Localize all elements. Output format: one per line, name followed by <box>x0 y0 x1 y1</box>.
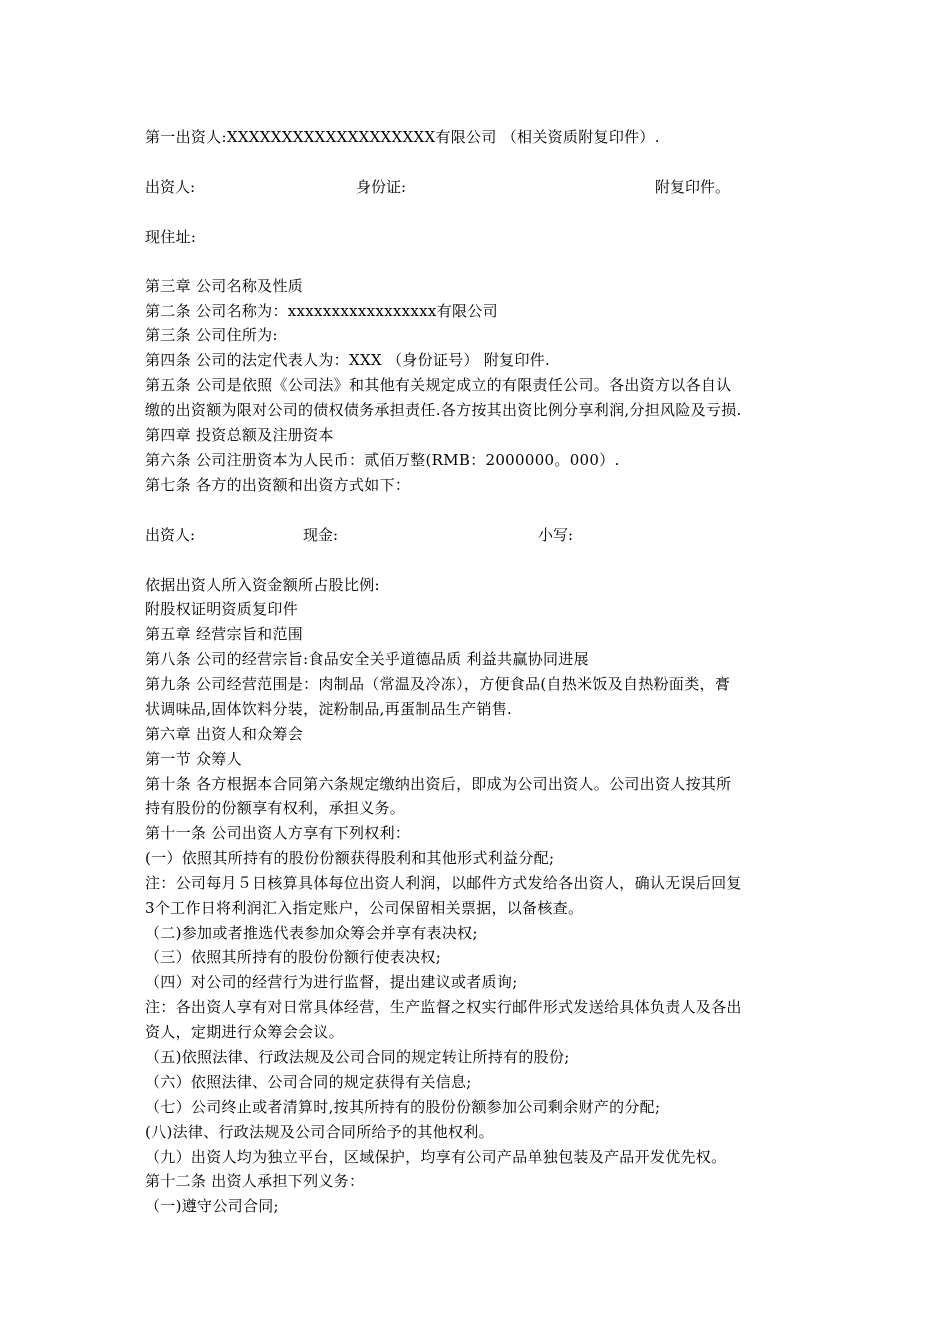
article-five-line-1: 第五条 公司是依照《公司法》和其他有关规定成立的有限责任公司。各出资方以各自认 <box>145 376 732 394</box>
article-three-line: 第三条 公司住所为: <box>145 326 278 344</box>
chapter-four-heading: 第四章 投资总额及注册资本 <box>145 426 334 444</box>
article-ten-line-1: 第十条 各方根据本合同第六条规定缴纳出资后，即成为公司出资人。公司出资人按其所 <box>145 775 732 793</box>
article-eight-line: 第八条 公司的经营宗旨:食品安全关乎道德品质 利益共赢协同进展 <box>145 650 589 668</box>
right-six-line: （六）依照法律、公司合同的规定获得有关信息; <box>145 1073 472 1091</box>
equity-proof-line: 附股权证明资质复印件 <box>145 600 299 618</box>
current-address-line: 现住址: <box>145 228 197 246</box>
attach-copy-label: 附复印件。 <box>655 178 731 196</box>
article-five-line-2: 缴的出资额为限对公司的债权债务承担责任.各方按其出资比例分享利润,分担风险及亏损. <box>145 401 742 419</box>
article-ten-line-2: 持有股份的份额享有权利，承担义务。 <box>145 799 406 817</box>
right-two-line: （二)参加或者推选代表参加众筹会并享有表决权; <box>145 924 478 942</box>
right-nine-line: （九）出资人均为独立平台，区域保护，均享有公司产品单独包装及产品开发优先权。 <box>145 1148 727 1166</box>
article-nine-line-1: 第九条 公司经营范围是：肉制品（常温及冷冻），方便食品(自热米饭及自热粉面类，膏 <box>145 675 731 693</box>
right-seven-line: （七）公司终止或者清算时,按其所持有的股份份额参加公司剩余财产的分配; <box>145 1098 661 1116</box>
article-four-line: 第四条 公司的法定代表人为：XXX （身份证号） 附复印件. <box>145 351 551 369</box>
right-three-line: （三）依照其所持有的股份份额行使表决权; <box>145 948 442 966</box>
capital-investor-label: 出资人: <box>145 526 196 544</box>
article-twelve-line: 第十二条 出资人承担下列义务： <box>145 1172 365 1190</box>
note-two-line-2: 资人，定期进行众筹会会议。 <box>145 1023 344 1041</box>
article-nine-line-2: 状调味品,固体饮料分装，淀粉制品,再蛋制品生产销售. <box>145 700 513 718</box>
chapter-three-heading: 第三章 公司名称及性质 <box>145 277 304 295</box>
right-one-line: (一）依照其所持有的股份份额获得股利和其他形式利益分配; <box>145 849 555 867</box>
chapter-five-heading: 第五章 经营宗旨和范围 <box>145 625 304 643</box>
amount-label: 小写: <box>538 526 574 544</box>
section-one-heading: 第一节 众筹人 <box>145 750 242 768</box>
cash-label: 现金: <box>303 526 339 544</box>
article-eleven-line: 第十一条 公司出资人方享有下列权利： <box>145 824 411 842</box>
right-four-line: （四）对公司的经营行为进行监督，提出建议或者质询; <box>145 973 518 991</box>
id-card-label: 身份证: <box>356 178 407 196</box>
duty-one-line: （一)遵守公司合同; <box>145 1197 279 1215</box>
right-eight-line: (八)法律、行政法规及公司合同所给予的其他权利。 <box>145 1123 494 1141</box>
first-investor-line: 第一出资人:XXXXXXXXXXXXXXXXXXX有限公司 （相关资质附复印件）. <box>145 128 660 146</box>
note-one-line-2: 3个工作日将利润汇入指定账户，公司保留相关票据，以备核查。 <box>145 899 584 917</box>
note-two-line-1: 注：各出资人享有对日常具体经营，生产监督之权实行邮件形式发送给具体负责人及各出 <box>145 998 742 1016</box>
investor-label: 出资人: <box>145 178 196 196</box>
share-ratio-line: 依据出资人所入资金额所占股比例: <box>145 576 380 594</box>
article-six-line: 第六条 公司注册资本为人民币：贰佰万整(RMB：2000000。000）. <box>145 451 620 469</box>
article-two-line: 第二条 公司名称为：xxxxxxxxxxxxxxxxx有限公司 <box>145 302 498 320</box>
right-five-line: （五)依照法律、行政法规及公司合同的规定转让所持有的股份; <box>145 1048 570 1066</box>
article-seven-line: 第七条 各方的出资额和出资方式如下： <box>145 476 411 494</box>
note-one-line-1: 注：公司每月５日核算具体每位出资人利润，以邮件方式发给各出资人，确认无误后回复 <box>145 874 742 892</box>
chapter-six-heading: 第六章 出资人和众筹会 <box>145 725 304 743</box>
